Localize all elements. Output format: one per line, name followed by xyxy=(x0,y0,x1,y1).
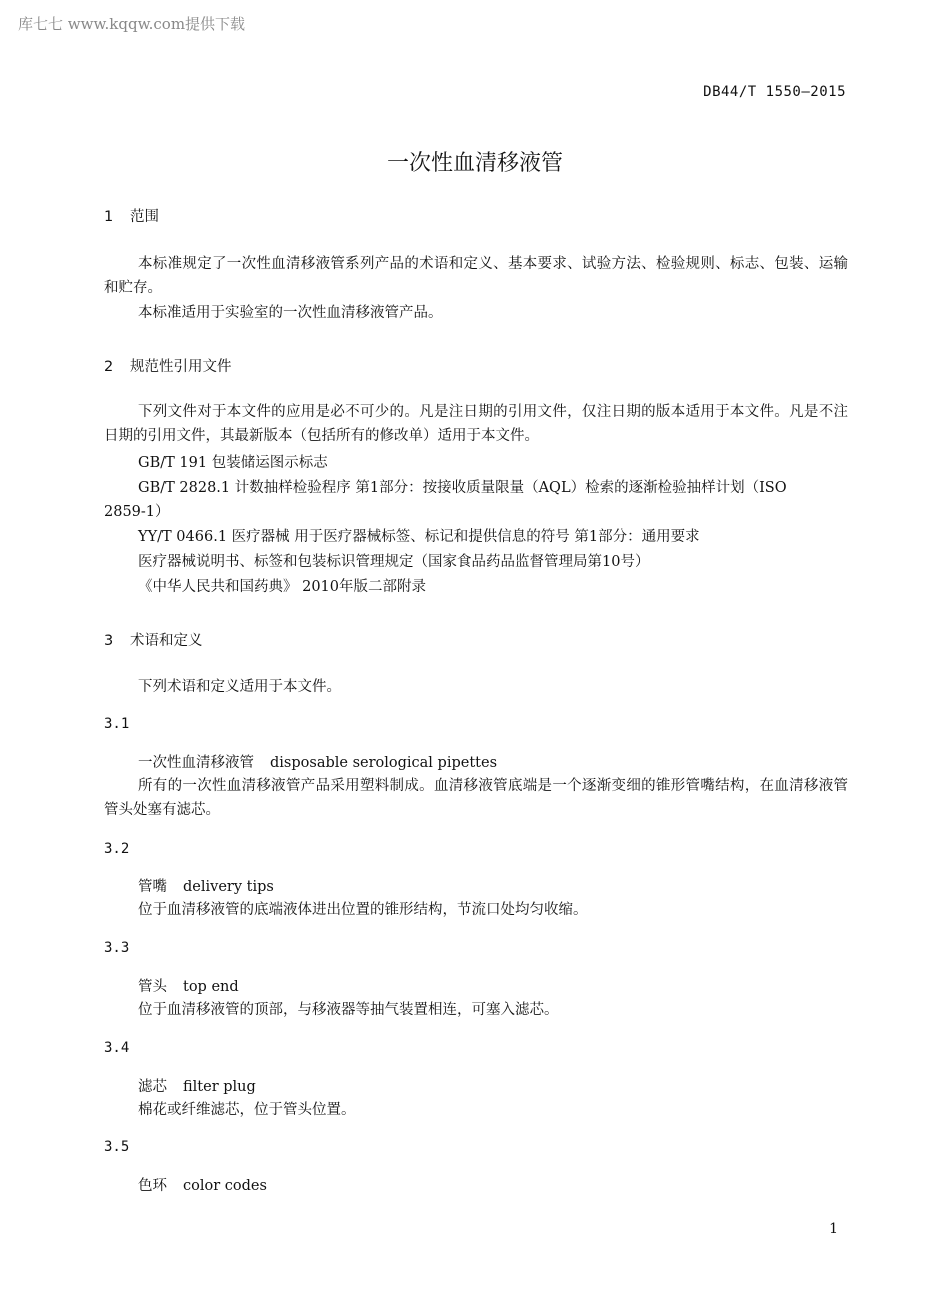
reference-item: GB/T 191 包装储运图示标志 xyxy=(138,455,328,471)
term-heading xyxy=(138,875,274,896)
term-number: 3.4 xyxy=(104,1040,130,1056)
section-2-intro: 下列文件对于本文件的应用是必不可少的。凡是注日期的引用文件，仅注日期的版本适用于本文件。凡是不注日期的引用文件，其最新版本（包括所有的修改单）适用于本文件。 xyxy=(104,404,848,444)
term-definition: 位于血清移液管的顶部，与移液器等抽气装置相连，可塞入滤芯。 xyxy=(138,1002,559,1018)
page-number: 1 xyxy=(829,1221,838,1237)
term-number: 3.2 xyxy=(104,841,130,857)
section-1-heading xyxy=(104,205,159,226)
term-chinese: 管头 xyxy=(138,979,167,995)
term-definition: 棉花或纤维滤芯，位于管头位置。 xyxy=(138,1102,356,1118)
reference-item: YY/T 0466.1 医疗器械 用于医疗器械标签、标记和提供信息的符号 第1部分：通用要求 xyxy=(138,529,700,545)
term-english: filter plug xyxy=(183,1079,256,1095)
term-english: top end xyxy=(183,979,239,995)
section-title: 范围 xyxy=(130,209,159,225)
term-heading xyxy=(138,1075,256,1096)
term-definition: 所有的一次性血清移液管产品采用塑料制成。血清移液管底端是一个逐渐变细的锥形管嘴结构，在血清移液管管头处塞有滤芯。 xyxy=(104,778,848,818)
document-code: DB44/T 1550—2015 xyxy=(703,84,846,100)
reference-item: 医疗器械说明书、标签和包装标识管理规定（国家食品药品监督管理局第10号） xyxy=(138,554,650,570)
term-number: 3.1 xyxy=(104,716,130,732)
term-chinese: 色环 xyxy=(138,1178,167,1194)
watermark: 库七七 www.kqqw.com提供下载 xyxy=(18,15,246,33)
reference-item: 《中华人民共和国药典》 2010年版二部附录 xyxy=(138,579,427,595)
section-1-paragraph: 本标准规定了一次性血清移液管系列产品的术语和定义、基本要求、试验方法、检验规则、标志、包装、运输和贮存。 xyxy=(104,256,848,296)
section-title: 术语和定义 xyxy=(130,633,203,649)
page-title: 一次性血清移液管 xyxy=(386,151,563,176)
term-number: 3.5 xyxy=(104,1139,130,1155)
term-english: color codes xyxy=(183,1178,267,1194)
section-number: 2 xyxy=(104,359,114,375)
section-3-heading xyxy=(104,629,203,650)
section-1-paragraph: 本标准适用于实验室的一次性血清移液管产品。 xyxy=(138,305,443,321)
term-number: 3.3 xyxy=(104,940,130,956)
section-number: 1 xyxy=(104,209,114,225)
reference-item: GB/T 2828.1 计数抽样检验程序 第1部分：按接收质量限量（AQL）检索的逐渐检验抽样计划（ISO xyxy=(138,480,787,496)
term-chinese: 滤芯 xyxy=(138,1079,167,1095)
term-chinese: 一次性血清移液管 xyxy=(138,755,254,771)
term-english: delivery tips xyxy=(183,879,274,895)
term-chinese: 管嘴 xyxy=(138,879,167,895)
reference-item-continuation: 2859-1） xyxy=(104,504,170,520)
term-definition: 位于血清移液管的底端液体进出位置的锥形结构，节流口处均匀收缩。 xyxy=(138,902,588,918)
term-heading xyxy=(138,751,497,772)
term-english: disposable serological pipettes xyxy=(270,755,498,771)
term-heading xyxy=(138,1174,267,1195)
section-3-intro: 下列术语和定义适用于本文件。 xyxy=(138,679,341,695)
section-2-heading xyxy=(104,355,232,376)
section-number: 3 xyxy=(104,633,114,649)
section-title: 规范性引用文件 xyxy=(130,359,232,375)
term-heading xyxy=(138,975,239,996)
